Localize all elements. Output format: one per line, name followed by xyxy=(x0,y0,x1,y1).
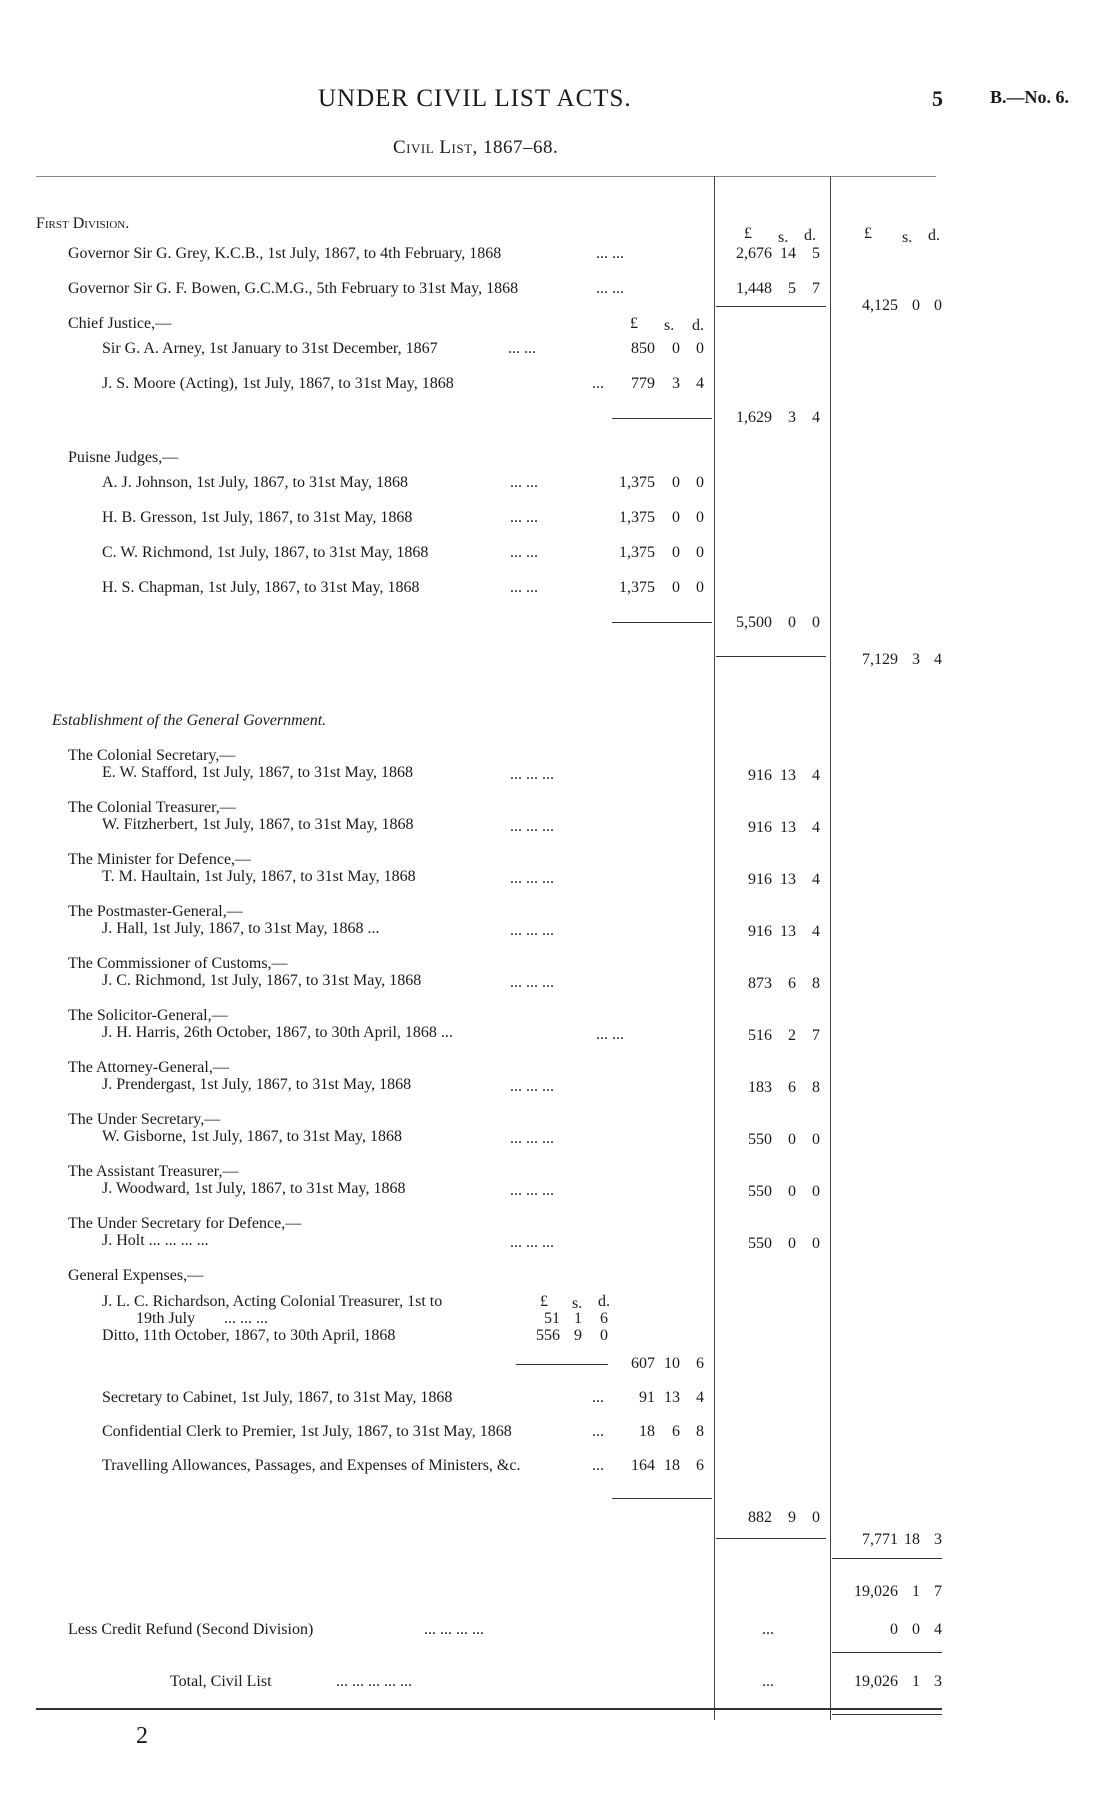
amount-pence: 0 xyxy=(696,509,704,526)
amount-pence: 0 xyxy=(696,579,704,596)
office-title: The Colonial Secretary,— xyxy=(68,747,236,764)
leader-dots: ... ... ... xyxy=(510,818,554,835)
amount-shillings: 18 xyxy=(664,1457,680,1474)
office-holder: E. W. Stafford, 1st July, 1867, to 31st May, 1868 xyxy=(102,764,413,781)
amount-shillings: 0 xyxy=(672,474,680,491)
total-pence: 4 xyxy=(934,651,942,668)
leader-dots: ... ... xyxy=(510,509,538,526)
amount-shillings: 13 xyxy=(780,923,796,940)
currency-label-pound: £ xyxy=(540,1293,548,1310)
amount-shillings: 0 xyxy=(672,579,680,596)
office-holder: J. Woodward, 1st July, 1867, to 31st May, 1868 xyxy=(102,1180,406,1197)
civil-list-total-label: Total, Civil List xyxy=(170,1673,272,1690)
total-shillings: 3 xyxy=(912,651,920,668)
amount-pence: 8 xyxy=(812,1079,820,1096)
amount-shillings: 5 xyxy=(788,280,796,297)
category-label: Chief Justice,— xyxy=(68,315,172,332)
leader-dots: ... ... ... xyxy=(510,922,554,939)
expense-entry: Travelling Allowances, Passages, and Expenses of Ministers, &c. xyxy=(102,1457,521,1474)
page-title: UNDER CIVIL LIST ACTS. xyxy=(318,85,632,112)
office-holder: W. Gisborne, 1st July, 1867, to 31st May, 1868 xyxy=(102,1128,402,1145)
leader-dots: ... ... xyxy=(596,1026,624,1043)
section-heading-first-division: First Division. xyxy=(36,215,130,232)
amount-pounds: 556 xyxy=(536,1327,560,1344)
top-rule xyxy=(36,176,936,177)
puisne-judge-entry: H. S. Chapman, 1st July, 1867, to 31st May, 1868 xyxy=(102,579,420,596)
office-holder: J. Holt ... ... ... ... xyxy=(102,1232,209,1249)
subtotal-shillings: 9 xyxy=(788,1509,796,1526)
amount-shillings: 6 xyxy=(788,975,796,992)
amount-pence: 8 xyxy=(812,975,820,992)
amount-shillings: 13 xyxy=(664,1389,680,1406)
amount-shillings: 14 xyxy=(780,245,796,262)
amount-shillings: 0 xyxy=(788,1235,796,1252)
office-title: The Assistant Treasurer,— xyxy=(68,1163,239,1180)
amount-pence: 4 xyxy=(812,923,820,940)
subtotal-pence: 4 xyxy=(812,409,820,426)
puisne-judge-entry: H. B. Gresson, 1st July, 1867, to 31st May, 1868 xyxy=(102,509,413,526)
total-pounds: 7,129 xyxy=(862,651,898,668)
leader-dots: ... xyxy=(592,1389,604,1406)
amount-pence: 0 xyxy=(812,1183,820,1200)
subtotal-pence: 0 xyxy=(812,1509,820,1526)
column-divider-right xyxy=(830,176,831,1720)
office-title: The Under Secretary for Defence,— xyxy=(68,1215,302,1232)
office-title: The Colonial Treasurer,— xyxy=(68,799,236,816)
amount-pounds: 550 xyxy=(748,1183,772,1200)
office-holder: J. Hall, 1st July, 1867, to 31st May, 1868 ... xyxy=(102,920,380,937)
leader-dots: ... xyxy=(762,1621,774,1638)
signature-mark: 2 xyxy=(136,1723,148,1749)
amount-shillings: 13 xyxy=(780,767,796,784)
leader-dots: ... ... ... xyxy=(510,974,554,991)
total-shillings: 0 xyxy=(912,297,920,314)
currency-label-pound: £ xyxy=(864,225,872,242)
amount-pounds: 1,448 xyxy=(736,280,772,297)
subtotal-rule xyxy=(716,306,826,307)
page-number: 5 xyxy=(932,86,943,111)
amount-pounds: 916 xyxy=(748,923,772,940)
office-holder: J. H. Harris, 26th October, 1867, to 30th April, 1868 ... xyxy=(102,1024,453,1041)
office-holder: J. C. Richmond, 1st July, 1867, to 31st May, 1868 xyxy=(102,972,422,989)
amount-pounds: 1,375 xyxy=(619,509,655,526)
section-heading-establishment: Establishment of the General Government. xyxy=(52,712,327,729)
subtotal-pence: 0 xyxy=(812,614,820,631)
puisne-judge-entry: C. W. Richmond, 1st July, 1867, to 31st May, 1868 xyxy=(102,544,429,561)
expense-entry-continued: 19th July xyxy=(136,1310,196,1327)
amount-pence: 8 xyxy=(696,1423,704,1440)
leader-dots: ... xyxy=(592,375,604,392)
currency-label-pence: d. xyxy=(804,227,816,244)
subtotal-rule xyxy=(716,1538,826,1539)
civil-list-total-pounds: 19,026 xyxy=(854,1673,898,1690)
office-holder: W. Fitzherbert, 1st July, 1867, to 31st May, 1868 xyxy=(102,816,414,833)
subtotal-pounds: 607 xyxy=(631,1355,655,1372)
amount-pounds: 916 xyxy=(748,819,772,836)
amount-pounds: 51 xyxy=(544,1310,560,1327)
subtotal-shillings: 0 xyxy=(788,614,796,631)
currency-label-shilling: s. xyxy=(902,229,913,246)
office-title: The Commissioner of Customs,— xyxy=(68,955,288,972)
subtotal-rule xyxy=(612,622,712,623)
governor-entry: Governor Sir G. F. Bowen, G.C.M.G., 5th February to 31st May, 1868 xyxy=(68,280,519,297)
document-reference: B.—No. 6. xyxy=(990,87,1070,107)
leader-dots: ... ... xyxy=(596,280,624,297)
currency-label-pound: £ xyxy=(630,315,638,332)
amount-pounds: 1,375 xyxy=(619,579,655,596)
amount-pence: 7 xyxy=(812,280,820,297)
gross-total-pence: 7 xyxy=(934,1583,942,1600)
leader-dots: ... ... xyxy=(510,474,538,491)
currency-label-shilling: s. xyxy=(572,1295,583,1312)
amount-pence: 4 xyxy=(812,871,820,888)
amount-shillings: 13 xyxy=(780,871,796,888)
currency-label-pound: £ xyxy=(744,225,752,242)
amount-pence: 4 xyxy=(696,1389,704,1406)
office-title: The Attorney-General,— xyxy=(68,1059,229,1076)
amount-pounds: 550 xyxy=(748,1235,772,1252)
office-holder: T. M. Haultain, 1st July, 1867, to 31st May, 1868 xyxy=(102,868,416,885)
currency-label-shilling: s. xyxy=(778,229,789,246)
credit-shillings: 0 xyxy=(912,1621,920,1638)
expense-entry: J. L. C. Richardson, Acting Colonial Treasurer, 1st to xyxy=(102,1293,443,1310)
amount-pounds: 779 xyxy=(631,375,655,392)
currency-label-pence: d. xyxy=(928,227,940,244)
amount-pounds: 1,375 xyxy=(619,544,655,561)
currency-label-shilling: s. xyxy=(664,317,675,334)
currency-label-pence: d. xyxy=(598,1293,610,1310)
amount-shillings: 6 xyxy=(788,1079,796,1096)
office-title: The Solicitor-General,— xyxy=(68,1007,228,1024)
expense-entry: Secretary to Cabinet, 1st July, 1867, to 31st May, 1868 xyxy=(102,1389,453,1406)
office-holder: J. Prendergast, 1st July, 1867, to 31st May, 1868 xyxy=(102,1076,412,1093)
amount-shillings: 0 xyxy=(672,340,680,357)
amount-pounds: 18 xyxy=(639,1423,655,1440)
amount-shillings: 0 xyxy=(788,1131,796,1148)
leader-dots: ... ... ... xyxy=(510,766,554,783)
leader-dots: ... ... xyxy=(510,544,538,561)
amount-pounds: 91 xyxy=(639,1389,655,1406)
gross-total-pounds: 19,026 xyxy=(854,1583,898,1600)
subtotal-pounds: 5,500 xyxy=(736,614,772,631)
leader-dots: ... ... ... xyxy=(510,1130,554,1147)
amount-pence: 5 xyxy=(812,245,820,262)
total-pounds: 4,125 xyxy=(862,297,898,314)
amount-pence: 6 xyxy=(600,1310,608,1327)
amount-shillings: 0 xyxy=(672,544,680,561)
subtotal-shillings: 10 xyxy=(664,1355,680,1372)
chief-justice-entry: J. S. Moore (Acting), 1st July, 1867, to 31st May, 1868 xyxy=(102,375,454,392)
chief-justice-entry: Sir G. A. Arney, 1st January to 31st December, 1867 xyxy=(102,340,438,357)
amount-shillings: 13 xyxy=(780,819,796,836)
leader-dots: ... ... ... xyxy=(510,1078,554,1095)
leader-dots: ... ... ... xyxy=(510,1182,554,1199)
amount-pence: 7 xyxy=(812,1027,820,1044)
amount-pence: 4 xyxy=(812,819,820,836)
subtotal-rule xyxy=(716,656,826,657)
total-pounds: 7,771 xyxy=(862,1531,898,1548)
amount-shillings: 9 xyxy=(574,1327,582,1344)
credit-pence: 4 xyxy=(934,1621,942,1638)
leader-dots: ... xyxy=(762,1673,774,1690)
leader-dots: ... ... ... ... xyxy=(424,1621,484,1638)
total-rule xyxy=(832,1652,942,1653)
puisne-judge-entry: A. J. Johnson, 1st July, 1867, to 31st May, 1868 xyxy=(102,474,408,491)
leader-dots: ... ... ... ... ... xyxy=(336,1673,412,1690)
amount-pounds: 850 xyxy=(631,340,655,357)
amount-shillings: 3 xyxy=(672,375,680,392)
amount-pence: 6 xyxy=(696,1457,704,1474)
expense-entry: Confidential Clerk to Premier, 1st July, 1867, to 31st May, 1868 xyxy=(102,1423,512,1440)
subtotal-rule xyxy=(612,418,712,419)
amount-pence: 0 xyxy=(812,1235,820,1252)
subtotal-pounds: 882 xyxy=(748,1509,772,1526)
subtotal-pounds: 1,629 xyxy=(736,409,772,426)
amount-shillings: 6 xyxy=(672,1423,680,1440)
bottom-rule xyxy=(36,1708,942,1710)
office-title: The Under Secretary,— xyxy=(68,1111,221,1128)
subtotal-rule xyxy=(516,1364,608,1365)
total-pence: 3 xyxy=(934,1531,942,1548)
amount-pounds: 516 xyxy=(748,1027,772,1044)
amount-pounds: 916 xyxy=(748,767,772,784)
amount-pounds: 183 xyxy=(748,1079,772,1096)
total-shillings: 18 xyxy=(904,1531,920,1548)
subtotal-pence: 6 xyxy=(696,1355,704,1372)
amount-pounds: 916 xyxy=(748,871,772,888)
total-pence: 0 xyxy=(934,297,942,314)
leader-dots: ... ... ... xyxy=(510,870,554,887)
leader-dots: ... ... xyxy=(510,579,538,596)
governor-entry: Governor Sir G. Grey, K.C.B., 1st July, 1867, to 4th February, 1868 xyxy=(68,245,502,262)
amount-pence: 0 xyxy=(696,340,704,357)
civil-list-total-pence: 3 xyxy=(934,1673,942,1690)
leader-dots: ... xyxy=(592,1457,604,1474)
bottom-rule-thin xyxy=(832,1714,942,1715)
amount-pence: 4 xyxy=(812,767,820,784)
amount-shillings: 0 xyxy=(672,509,680,526)
leader-dots: ... xyxy=(592,1423,604,1440)
amount-pence: 4 xyxy=(696,375,704,392)
civil-list-total-shillings: 1 xyxy=(912,1673,920,1690)
leader-dots: ... ... ... xyxy=(224,1310,268,1327)
amount-pence: 0 xyxy=(600,1327,608,1344)
category-label: Puisne Judges,— xyxy=(68,449,179,466)
category-label: General Expenses,— xyxy=(68,1267,204,1284)
subtotal-rule xyxy=(832,1558,942,1559)
leader-dots: ... ... xyxy=(508,340,536,357)
leader-dots: ... ... xyxy=(596,245,624,262)
amount-pounds: 164 xyxy=(631,1457,655,1474)
amount-pence: 0 xyxy=(812,1131,820,1148)
amount-pounds: 2,676 xyxy=(736,245,772,262)
office-title: The Minister for Defence,— xyxy=(68,851,252,868)
column-divider-left xyxy=(714,176,715,1720)
subtotal-rule xyxy=(612,1498,712,1499)
credit-pounds: 0 xyxy=(890,1621,898,1638)
gross-total-shillings: 1 xyxy=(912,1583,920,1600)
amount-shillings: 1 xyxy=(574,1310,582,1327)
amount-pence: 0 xyxy=(696,474,704,491)
expense-entry: Ditto, 11th October, 1867, to 30th April, 1868 xyxy=(102,1327,396,1344)
subtotal-shillings: 3 xyxy=(788,409,796,426)
amount-pounds: 873 xyxy=(748,975,772,992)
amount-pounds: 550 xyxy=(748,1131,772,1148)
amount-shillings: 0 xyxy=(788,1183,796,1200)
amount-shillings: 2 xyxy=(788,1027,796,1044)
leader-dots: ... ... ... xyxy=(510,1234,554,1251)
page-subtitle: Civil List, 1867–68. xyxy=(393,137,559,158)
credit-refund-label: Less Credit Refund (Second Division) xyxy=(68,1621,314,1638)
amount-pounds: 1,375 xyxy=(619,474,655,491)
currency-label-pence: d. xyxy=(692,317,704,334)
amount-pence: 0 xyxy=(696,544,704,561)
office-title: The Postmaster-General,— xyxy=(68,903,243,920)
